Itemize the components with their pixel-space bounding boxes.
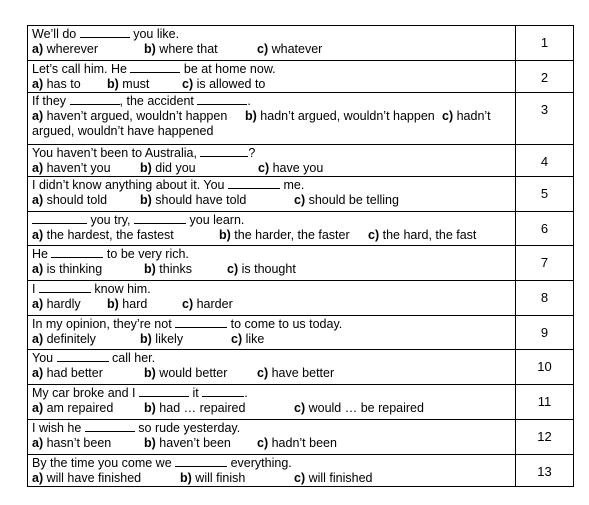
answer-option[interactable]: c) would … be repaired	[294, 401, 424, 415]
answer-option[interactable]: b) the harder, the faster	[219, 228, 350, 242]
answer-option[interactable]: c) is allowed to	[182, 77, 266, 91]
question-text: I didn’t know anything about it. You me.	[32, 178, 305, 192]
question-text: I wish he so rude yesterday.	[32, 421, 241, 435]
question-number: 9	[516, 316, 574, 350]
answer-blank[interactable]	[175, 456, 227, 467]
question-number: 8	[516, 281, 574, 316]
options-line	[32, 297, 511, 312]
answer-option[interactable]: b) will finish	[180, 471, 246, 485]
question-cell	[28, 281, 516, 316]
question-cell	[28, 350, 516, 385]
options-line	[32, 332, 511, 347]
answer-option[interactable]: a) haven’t you	[32, 161, 111, 175]
answer-blank[interactable]	[85, 421, 135, 432]
question-cell	[28, 145, 516, 177]
question-number: 2	[516, 61, 574, 93]
question-cell	[28, 93, 516, 145]
answer-blank[interactable]	[197, 94, 247, 105]
answer-option[interactable]: b) where that	[144, 42, 218, 56]
question-cell	[28, 385, 516, 420]
answer-blank[interactable]	[134, 213, 186, 224]
answer-option[interactable]: a) should told	[32, 193, 108, 207]
answer-blank[interactable]	[228, 178, 280, 189]
question-cell	[28, 420, 516, 455]
answer-option[interactable]: a) is thinking	[32, 262, 103, 276]
question-number: 3	[516, 93, 574, 145]
answer-option[interactable]: a) will have finished	[32, 471, 142, 485]
exercise-table	[27, 25, 574, 487]
question-text: Let’s call him. He be at home now.	[32, 62, 276, 76]
answer-blank[interactable]	[202, 386, 244, 397]
question-text: We’ll do you like.	[32, 27, 180, 41]
answer-option[interactable]: b) haven’t been	[144, 436, 231, 450]
question-text: I know him.	[32, 282, 151, 296]
answer-blank[interactable]	[130, 62, 180, 73]
options-line	[32, 77, 511, 92]
question-row	[28, 420, 574, 455]
answer-blank[interactable]	[175, 317, 227, 328]
answer-option[interactable]: c) the hard, the fast	[368, 228, 477, 242]
answer-option[interactable]: b) would better	[144, 366, 228, 380]
answer-option[interactable]: c) is thought	[227, 262, 296, 276]
options-line	[32, 228, 511, 243]
answer-option[interactable]: c) have better	[257, 366, 335, 380]
options-line	[32, 436, 511, 451]
question-text: By the time you come we everything.	[32, 456, 292, 470]
options-line	[32, 366, 511, 381]
question-row	[28, 212, 574, 246]
answer-option[interactable]: a) wherever	[32, 42, 99, 56]
question-cell	[28, 26, 516, 61]
answer-option[interactable]: b) likely	[140, 332, 184, 346]
question-text: You call her.	[32, 351, 156, 365]
question-row	[28, 93, 574, 145]
answer-option[interactable]: b) must	[107, 77, 150, 91]
question-row	[28, 145, 574, 177]
question-text: You haven’t been to Australia, ?	[32, 146, 256, 160]
options-line	[32, 161, 511, 176]
question-cell	[28, 61, 516, 93]
question-row	[28, 455, 574, 487]
answer-option[interactable]: c) will finished	[294, 471, 373, 485]
options-line	[32, 193, 511, 208]
options-line	[32, 109, 511, 124]
options-line	[32, 401, 511, 416]
question-cell	[28, 455, 516, 487]
question-row	[28, 246, 574, 281]
question-row	[28, 61, 574, 93]
question-number: 12	[516, 420, 574, 455]
question-text: In my opinion, they’re not to come to us today.	[32, 317, 343, 331]
question-number: 10	[516, 350, 574, 385]
question-number: 11	[516, 385, 574, 420]
answer-blank[interactable]	[51, 247, 103, 258]
question-cell	[28, 246, 516, 281]
question-text: If they , the accident .	[32, 94, 251, 108]
answer-option[interactable]: a) definitely	[32, 332, 96, 346]
answer-blank[interactable]	[39, 282, 91, 293]
answer-option[interactable]: c) hadn’t	[442, 109, 491, 123]
answer-option[interactable]: b) did you	[140, 161, 196, 175]
question-number: 13	[516, 455, 574, 487]
options-continuation: argued, wouldn’t have happened	[32, 124, 214, 138]
answer-blank[interactable]	[32, 213, 87, 224]
answer-option[interactable]: a) am repaired	[32, 401, 114, 415]
question-row	[28, 316, 574, 350]
question-cell	[28, 316, 516, 350]
answer-option[interactable]: b) had … repaired	[144, 401, 246, 415]
answer-blank[interactable]	[70, 94, 120, 105]
question-number: 7	[516, 246, 574, 281]
question-row	[28, 177, 574, 212]
answer-option[interactable]: a) hasn’t been	[32, 436, 112, 450]
question-text: you try, you learn.	[32, 213, 511, 228]
answer-option[interactable]: a) hardly	[32, 297, 81, 311]
answer-option[interactable]: c) harder	[182, 297, 233, 311]
question-row	[28, 281, 574, 316]
question-row	[28, 385, 574, 420]
question-row	[28, 26, 574, 61]
answer-option[interactable]: c) whatever	[257, 42, 323, 56]
answer-option[interactable]: a) haven’t argued, wouldn’t happen	[32, 109, 228, 123]
answer-option[interactable]: a) had better	[32, 366, 103, 380]
answer-blank[interactable]	[80, 27, 130, 38]
answer-option[interactable]: b) hard	[107, 297, 148, 311]
options-line	[32, 42, 511, 57]
answer-option[interactable]: c) have you	[258, 161, 324, 175]
options-line	[32, 471, 511, 486]
question-cell	[28, 177, 516, 212]
question-number: 6	[516, 212, 574, 246]
question-cell	[28, 212, 516, 246]
answer-option[interactable]: b) hadn’t argued, wouldn’t happen	[245, 109, 435, 123]
answer-option[interactable]: b) should have told	[140, 193, 247, 207]
answer-blank[interactable]	[139, 386, 189, 397]
answer-option[interactable]: a) the hardest, the fastest	[32, 228, 174, 242]
answer-option[interactable]: c) should be telling	[294, 193, 399, 207]
answer-option[interactable]: c) like	[231, 332, 265, 346]
question-number: 1	[516, 26, 574, 61]
answer-blank[interactable]	[57, 351, 109, 362]
question-text: He to be very rich.	[32, 247, 189, 261]
question-row	[28, 350, 574, 385]
answer-blank[interactable]	[200, 146, 248, 157]
answer-option[interactable]: b) thinks	[144, 262, 192, 276]
options-line	[32, 262, 511, 277]
question-number: 5	[516, 177, 574, 212]
answer-option[interactable]: c) hadn’t been	[257, 436, 337, 450]
question-text: My car broke and I it .	[32, 386, 248, 400]
answer-option[interactable]: a) has to	[32, 77, 81, 91]
question-number: 4	[516, 145, 574, 177]
